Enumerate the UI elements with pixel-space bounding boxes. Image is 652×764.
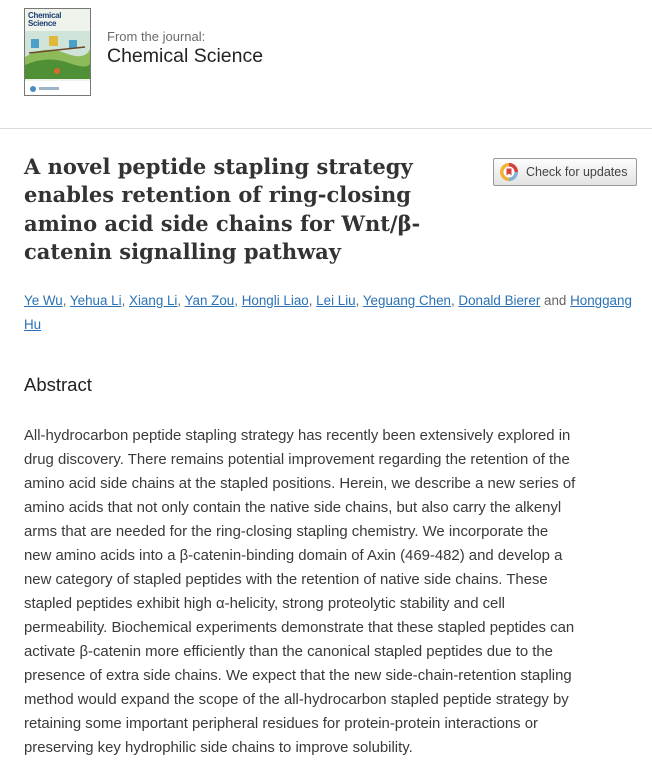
cover-title: Chemical Science [28,11,62,28]
author-link[interactable]: Honggang Hu [24,293,632,332]
author-link[interactable]: Donald Bierer [458,293,541,308]
author-link[interactable]: Yan Zou [184,293,235,308]
journal-name-link[interactable]: Chemical Science [107,45,264,67]
check-for-updates-button[interactable] [493,158,637,186]
author-separator: , [234,293,242,308]
journal-cover-image[interactable] [24,8,91,96]
author-separator: , [177,293,185,308]
author-link[interactable]: Xiang Li [129,293,178,308]
author-link[interactable]: Ye Wu [24,293,63,308]
journal-header [0,0,652,129]
article-title: A novel peptide stapling strategy enables retention of ring-closing amino acid side chains for Wnt/β-catenin signalling pathway [24,154,421,264]
author-list [24,289,636,337]
author-link[interactable]: Lei Liu [316,293,356,308]
author-separator: , [62,293,70,308]
author-separator: , [450,293,459,308]
abstract-heading: Abstract [24,374,92,395]
check-for-updates-label: Check for updates [526,165,628,179]
from-journal-label: From the journal: [107,29,206,44]
author-separator: , [308,293,317,308]
author-link[interactable]: Hongli Liao [241,293,309,308]
author-separator: and [540,293,571,308]
author-separator: , [121,293,130,308]
author-link[interactable]: Yehua Li [69,293,122,308]
crossmark-icon [499,162,519,182]
abstract-text: All-hydrocarbon peptide stapling strategy has recently been extensively explored in drug discovery. There remains potential improvement regarding the retention of the amino acid side chains at the stapled positions. Herein, we describe a new series of amino acids that not only contain the native side chains, but also carry the alkenyl arms that are needed for the ring-closing stapling chemistry. We incorporate the new amino acids into a β-catenin-binding domain of Axin (469-482) and develop a new category of stapled peptides with the retention of native side chains. These stapled peptides exhibit high α-helicity, strong proteolytic stability and cell permeability. Biochemical experiments demonstrate that these stapled peptides can activate β-catenin more efficiently than the canonical stapled peptides due to the presence of extra side chains. We expect that the new side-chain-retention stapling method would expand the scope of the all-hydrocarbon stapled peptide strategy by retaining some important peripheral residues for protein-protein interactions or preserving key hydrophilic side chains to improve solubility. [24,428,576,756]
author-link[interactable]: Yeguang Chen [362,293,451,308]
author-separator: , [355,293,363,308]
